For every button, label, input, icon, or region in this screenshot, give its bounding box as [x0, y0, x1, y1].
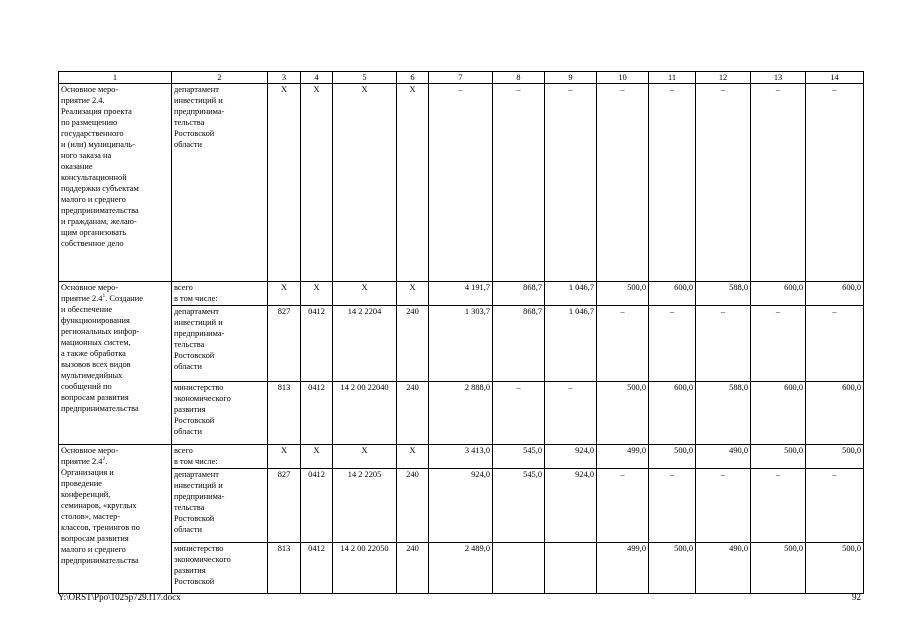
year-value-cell: 500,0	[649, 445, 696, 469]
activity-name-line: Создание	[109, 294, 143, 303]
footer-file-path: Y:\ORST\Ppo\1025p729.f17.docx	[58, 592, 181, 602]
executor-cell	[172, 282, 268, 306]
col-number: 6	[397, 72, 429, 84]
activity-name-line: малого и среднего	[61, 545, 126, 554]
vr-cell: 240	[397, 306, 429, 382]
activity-name-line: семинаров, «круглых	[61, 501, 137, 510]
table-row	[59, 84, 864, 282]
executor-line: развития	[174, 566, 206, 575]
vr-cell: X	[397, 282, 429, 306]
rzpr-cell: X	[301, 445, 333, 469]
rzpr-cell: 0412	[301, 306, 333, 382]
rzpr-cell: X	[301, 84, 333, 282]
rzpr-cell: 0412	[301, 469, 333, 543]
rzpr-cell: X	[301, 282, 333, 306]
year-value-cell: –	[649, 469, 696, 543]
year-value-cell: 500,0	[806, 543, 864, 594]
activity-name-line: щим организовать	[61, 228, 127, 237]
activity-name-line: поддержки субъектам	[61, 184, 139, 193]
table-row	[59, 469, 864, 543]
activity-name-line: приятие 2.4	[61, 457, 103, 466]
year-value-cell: –	[597, 84, 649, 282]
activity-name-line: функционирования	[61, 316, 130, 325]
year-value-cell: 924,0	[545, 445, 597, 469]
activity-name-line: мационных систем,	[61, 338, 131, 347]
executor-line: всего	[174, 283, 193, 292]
year-value-cell: –	[545, 382, 597, 445]
activity-name-cell	[59, 84, 172, 282]
table-row	[59, 282, 864, 306]
executor-line: тельства	[174, 503, 205, 512]
year-value-cell: 500,0	[806, 445, 864, 469]
year-value-cell: –	[597, 306, 649, 382]
year-value-cell: –	[751, 306, 806, 382]
grbs-cell: 813	[268, 382, 301, 445]
activity-name-line: Основное меро-	[61, 446, 119, 455]
year-value-cell: –	[806, 306, 864, 382]
csr-cell: 14 2 00 22040	[333, 382, 397, 445]
activity-name-line: Основное меро-	[61, 283, 119, 292]
csr-cell: X	[333, 282, 397, 306]
csr-cell: X	[333, 445, 397, 469]
grbs-cell: 827	[268, 306, 301, 382]
year-value-cell: 600,0	[649, 382, 696, 445]
executor-cell	[172, 84, 268, 282]
executor-line: предпринима-	[174, 492, 225, 501]
total-cell: 3 413,0	[429, 445, 493, 469]
col-number: 2	[172, 72, 268, 84]
year-value-cell: 500,0	[751, 543, 806, 594]
column-number-row	[59, 72, 864, 84]
year-value-cell: –	[545, 84, 597, 282]
year-value-cell: –	[751, 469, 806, 543]
col-number: 8	[493, 72, 545, 84]
executor-cell	[172, 306, 268, 382]
year-value-cell: –	[649, 84, 696, 282]
executor-line: экономического	[174, 555, 231, 564]
activity-name-line: собственное дело	[61, 239, 124, 248]
total-cell: –	[429, 84, 493, 282]
executor-line: предпринима-	[174, 107, 225, 116]
executor-line: тельства	[174, 340, 205, 349]
executor-line: области	[174, 525, 202, 534]
year-value-cell: 600,0	[649, 282, 696, 306]
vr-cell: 240	[397, 543, 429, 594]
executor-cell	[172, 543, 268, 594]
activity-name-line: вопросам развития	[61, 534, 129, 543]
year-value-cell: 500,0	[597, 382, 649, 445]
executor-line: области	[174, 427, 202, 436]
year-value-cell: 545,0	[493, 469, 545, 543]
col-number: 5	[333, 72, 397, 84]
activity-name-line: консультационной	[61, 173, 127, 182]
year-value-cell: –	[696, 306, 751, 382]
executor-line: области	[174, 140, 202, 149]
year-value-cell: 499,0	[597, 445, 649, 469]
activity-name-line: Организация и	[61, 468, 114, 477]
year-value-cell: 868,7	[493, 282, 545, 306]
activity-name-line: предпринимательства	[61, 556, 139, 565]
grbs-cell: X	[268, 84, 301, 282]
executor-line: министерство	[174, 383, 224, 392]
activity-name-line: и (или) муниципаль-	[61, 140, 135, 149]
year-value-cell: 600,0	[751, 382, 806, 445]
page-number: 92	[852, 592, 861, 602]
table-row	[59, 382, 864, 445]
executor-line: департамент	[174, 85, 219, 94]
year-value-cell: –	[751, 84, 806, 282]
col-number: 11	[649, 72, 696, 84]
csr-cell: 14 2 00 22050	[333, 543, 397, 594]
executor-line: инвестиций и	[174, 481, 223, 490]
year-value-cell: 545,0	[493, 445, 545, 469]
col-number: 1	[59, 72, 172, 84]
activity-name-line: и обеспечение	[61, 305, 113, 314]
csr-cell: 14 2 2204	[333, 306, 397, 382]
activity-name-line: ного заказа на	[61, 151, 112, 160]
rzpr-cell: 0412	[301, 382, 333, 445]
activity-name-line: малого и среднего	[61, 195, 126, 204]
year-value-cell: 500,0	[597, 282, 649, 306]
col-number: 12	[696, 72, 751, 84]
activity-name-line: классов, тренингов по	[61, 523, 140, 532]
rzpr-cell: 0412	[301, 543, 333, 594]
csr-cell: 14 2 2205	[333, 469, 397, 543]
activity-name-line: региональных инфор-	[61, 327, 140, 336]
year-value-cell: 500,0	[649, 543, 696, 594]
col-number: 10	[597, 72, 649, 84]
activity-name-line: вопросам развития	[61, 393, 129, 402]
col-number: 13	[751, 72, 806, 84]
executor-line: Ростовской	[174, 514, 215, 523]
activity-name-line: вызовов всех видов	[61, 360, 131, 369]
year-value-cell: –	[649, 306, 696, 382]
table-row	[59, 543, 864, 594]
budget-table	[58, 71, 864, 594]
year-value-cell: 499,0	[597, 543, 649, 594]
executor-line: департамент	[174, 470, 219, 479]
executor-line: тельства	[174, 118, 205, 127]
activity-name-line: конференций,	[61, 490, 111, 499]
total-cell: 4 191,7	[429, 282, 493, 306]
activity-name-line: оказание	[61, 162, 93, 171]
vr-cell: X	[397, 445, 429, 469]
grbs-cell: X	[268, 445, 301, 469]
year-value-cell: –	[806, 84, 864, 282]
col-number: 14	[806, 72, 864, 84]
executor-cell	[172, 469, 268, 543]
year-value-cell: 924,0	[545, 469, 597, 543]
executor-line: развития	[174, 405, 206, 414]
activity-name-line: мультимедийных	[61, 371, 123, 380]
col-number: 4	[301, 72, 333, 84]
year-value-cell: 1 046,7	[545, 306, 597, 382]
footnote-marker: 2	[102, 456, 106, 463]
year-value-cell: –	[597, 469, 649, 543]
year-value-cell: 588,0	[696, 282, 751, 306]
activity-name-line: а также обработка	[61, 349, 126, 358]
year-value-cell: –	[493, 84, 545, 282]
executor-line: Ростовской	[174, 416, 215, 425]
activity-name-line: предпринимательства	[61, 404, 139, 413]
csr-cell: X	[333, 84, 397, 282]
year-value-cell: 600,0	[806, 282, 864, 306]
table-row	[59, 306, 864, 382]
executor-line: предпринима-	[174, 329, 225, 338]
executor-line: инвестиций и	[174, 318, 223, 327]
vr-cell: 240	[397, 469, 429, 543]
activity-name-line: сообщений по	[61, 382, 112, 391]
year-value-cell	[545, 543, 597, 594]
vr-cell: 240	[397, 382, 429, 445]
executor-line: в том числе:	[174, 457, 218, 466]
total-cell: 1 303,7	[429, 306, 493, 382]
year-value-cell: 490,0	[696, 445, 751, 469]
year-value-cell: 600,0	[806, 382, 864, 445]
year-value-cell	[493, 543, 545, 594]
executor-line: Ростовской	[174, 577, 215, 586]
activity-name-line: государственного	[61, 129, 124, 138]
executor-line: инвестиций и	[174, 96, 223, 105]
total-cell: 924,0	[429, 469, 493, 543]
table-row	[59, 445, 864, 469]
year-value-cell: –	[696, 84, 751, 282]
grbs-cell: X	[268, 282, 301, 306]
year-value-cell: 588,0	[696, 382, 751, 445]
executor-line: экономического	[174, 394, 231, 403]
total-cell: 2 489,0	[429, 543, 493, 594]
total-cell: 2 888,0	[429, 382, 493, 445]
executor-cell	[172, 382, 268, 445]
executor-line: Ростовской	[174, 351, 215, 360]
activity-name-cell: Основное меро- приятие $2.4^1$. Создание и обеспечение функционирования региональных инфор- мационных систем, а также обработка вызовов всех видов мультимедийных сообщений по вопросам развития предпринимательства	[59, 282, 172, 445]
col-number: 7	[429, 72, 493, 84]
activity-name-line: приятие 2.4	[61, 294, 103, 303]
activity-name-line: Основное меро-	[61, 85, 119, 94]
col-number: 3	[268, 72, 301, 84]
activity-name-line: и гражданам, желаю-	[61, 217, 137, 226]
year-value-cell: 490,0	[696, 543, 751, 594]
activity-name-line: столов», мастер-	[61, 512, 121, 521]
executor-line: министерство	[174, 544, 224, 553]
year-value-cell: 500,0	[751, 445, 806, 469]
year-value-cell: –	[493, 382, 545, 445]
executor-line: в том числе:	[174, 294, 218, 303]
executor-line: области	[174, 362, 202, 371]
year-value-cell: –	[806, 469, 864, 543]
activity-name-line: проведение	[61, 479, 103, 488]
activity-name-line: по размещению	[61, 118, 118, 127]
executor-line: всего	[174, 446, 193, 455]
activity-name-cell: Основное меро- приятие $2.4^2$. Организация и проведение конференций, семинаров, «круглых столов», мастер- классов, тренингов по вопросам развития малого и среднего предпринимательства	[59, 445, 172, 594]
year-value-cell: 1 046,7	[545, 282, 597, 306]
activity-name-line: предпринимательства	[61, 206, 139, 215]
footnote-marker: 1	[102, 293, 106, 300]
executor-line: департамент	[174, 307, 219, 316]
col-number: 9	[545, 72, 597, 84]
vr-cell: X	[397, 84, 429, 282]
year-value-cell: 868,7	[493, 306, 545, 382]
grbs-cell: 827	[268, 469, 301, 543]
grbs-cell: 813	[268, 543, 301, 594]
executor-cell	[172, 445, 268, 469]
year-value-cell: –	[696, 469, 751, 543]
activity-name-line: Реализация проекта	[61, 107, 132, 116]
executor-line: Ростовской	[174, 129, 215, 138]
year-value-cell: 600,0	[751, 282, 806, 306]
activity-name-line: приятие 2.4.	[61, 96, 105, 105]
